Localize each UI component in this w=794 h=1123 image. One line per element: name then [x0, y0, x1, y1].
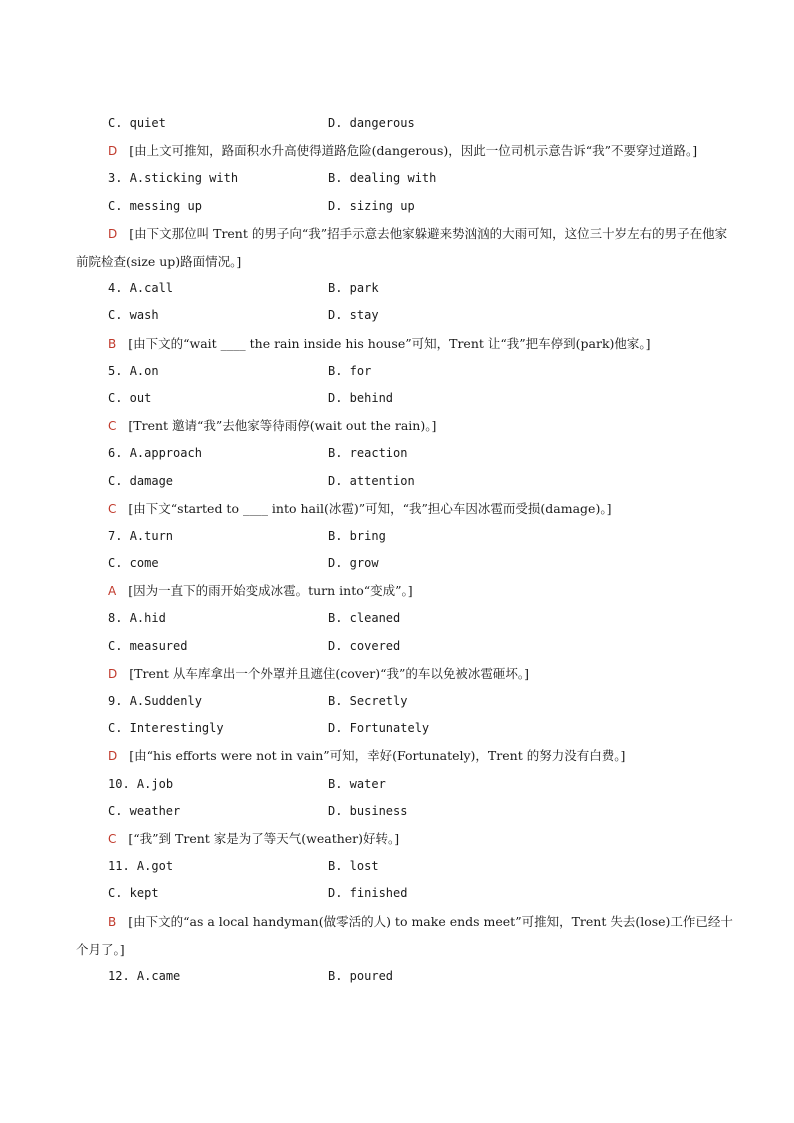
option-a — [108, 771, 173, 798]
question-number: 9. — [108, 694, 123, 709]
option-a: C. out — [108, 390, 152, 405]
explanation — [0, 330, 794, 358]
option-b: D. business — [328, 803, 408, 818]
option-row — [0, 302, 794, 329]
option-b: D. grow — [328, 556, 379, 571]
option-row — [0, 440, 794, 467]
question-number: 7. — [108, 528, 123, 543]
explanation-text: [由下文“started to ____ into hail(冰雹)”可知，“我”担心车因冰雹而受损(damage)。] — [128, 500, 612, 516]
option-a: C. quiet — [108, 116, 166, 130]
option-row — [0, 550, 794, 577]
option-a-text: A.Suddenly — [129, 694, 202, 709]
answer-key: B — [108, 914, 117, 929]
option-a — [108, 963, 180, 990]
option-a: C. messing up — [108, 198, 202, 213]
question-number: 4. — [108, 281, 123, 296]
option-b: D. attention — [328, 473, 415, 488]
answer-key: B — [108, 336, 117, 351]
option-a — [108, 165, 238, 192]
option-a — [108, 605, 166, 632]
option-row — [0, 963, 794, 990]
option-b: D. finished — [328, 886, 408, 901]
option-a-text: A.job — [136, 776, 174, 791]
option-b: D. behind — [328, 390, 394, 405]
option-a-text: A.approach — [129, 446, 202, 461]
option-row — [0, 358, 794, 385]
option-row — [0, 798, 794, 825]
explanation — [0, 577, 794, 605]
option-row — [0, 880, 794, 907]
option-b: B. dealing with — [328, 171, 437, 186]
option-b: D. stay — [328, 308, 379, 323]
option-a: C. wash — [108, 308, 159, 323]
option-b: B. park — [328, 281, 379, 296]
answer-key: C — [108, 832, 117, 847]
answer-key: D — [108, 749, 118, 764]
option-a: C. measured — [108, 638, 188, 653]
option-row — [0, 193, 794, 220]
option-b: B. cleaned — [328, 611, 401, 626]
option-a — [108, 275, 173, 302]
option-row — [0, 715, 794, 742]
explanation-text: [Trent 邀请“我”去他家等待雨停(wait out the rain)。] — [128, 418, 437, 434]
explanation — [0, 137, 794, 165]
option-b: B. for — [328, 363, 372, 378]
explanation — [0, 825, 794, 853]
option-a — [108, 688, 202, 715]
option-row — [0, 853, 794, 880]
option-a — [108, 523, 173, 550]
explanation-text: [因为一直下的雨开始变成冰雹。turn into“变成”。] — [128, 583, 413, 599]
explanation — [0, 412, 794, 440]
explanation — [0, 908, 794, 963]
option-b: D. sizing up — [328, 198, 415, 213]
option-a: C. come — [108, 556, 159, 571]
option-a: C. Interestingly — [108, 721, 224, 736]
option-row — [0, 605, 794, 632]
option-b: B. Secretly — [328, 694, 408, 709]
explanation — [0, 220, 794, 275]
option-b: D. covered — [328, 638, 401, 653]
option-row — [0, 468, 794, 495]
explanation — [0, 742, 794, 770]
option-a: C. kept — [108, 886, 159, 901]
option-row — [0, 110, 794, 137]
option-a-text: A.got — [136, 859, 174, 874]
question-number: 12. — [108, 969, 130, 983]
option-row — [0, 688, 794, 715]
explanation-text: [由下文的“wait ____ the rain inside his house”可知，Trent 让“我”把车停到(park)他家。] — [128, 335, 651, 351]
option-a — [108, 358, 159, 385]
question-number: 8. — [108, 611, 123, 626]
explanation — [0, 660, 794, 688]
option-a-text: A.came — [136, 969, 181, 983]
option-row — [0, 275, 794, 302]
answer-key: D — [108, 144, 118, 159]
option-b: D. dangerous — [328, 116, 415, 130]
explanation-text: [“我”到 Trent 家是为了等天气(weather)好转。] — [128, 831, 400, 847]
option-b: B. reaction — [328, 446, 408, 461]
option-b: B. lost — [328, 859, 379, 874]
question-number: 5. — [108, 363, 123, 378]
option-a-text: A.call — [129, 281, 174, 296]
answer-key: A — [108, 584, 117, 599]
option-row — [0, 771, 794, 798]
answer-key: D — [108, 226, 118, 241]
option-a-text: A.turn — [129, 528, 174, 543]
document-body — [0, 110, 794, 990]
explanation-text: [由上文可推知，路面积水升高使得道路危险(dangerous)，因此一位司机示意告诉“我”不要穿过道路。] — [129, 143, 698, 159]
option-row — [0, 165, 794, 192]
option-a — [108, 853, 173, 880]
option-b: B. bring — [328, 528, 386, 543]
explanation-text: [由下文的“as a local handyman(做零活的人) to make ends meet”可推知，Trent 失去(lose)工作已经十个月了。] — [76, 913, 733, 957]
answer-key: C — [108, 419, 117, 434]
question-number: 11. — [108, 859, 130, 874]
explanation-text: [Trent 从车库拿出一个外罩并且遮住(cover)“我”的车以免被冰雹砸坏。] — [129, 665, 530, 681]
explanation-text: [由“his efforts were not in vain”可知，幸好(Fortunately)，Trent 的努力没有白费。] — [129, 748, 626, 764]
option-a-text: A.on — [129, 363, 159, 378]
option-row — [0, 523, 794, 550]
option-b: D. Fortunately — [328, 721, 430, 736]
option-b: B. water — [328, 776, 386, 791]
explanation-text: [由下文那位叫 Trent 的男子向“我”招手示意去他家躲避来势汹汹的大雨可知，这位三十岁左右的男子在他家前院检查(size up)路面情况。] — [76, 225, 728, 269]
question-number: 3. — [108, 171, 123, 186]
option-row — [0, 633, 794, 660]
answer-key: C — [108, 501, 117, 516]
option-row — [0, 385, 794, 412]
option-b: B. poured — [328, 969, 394, 983]
option-a: C. damage — [108, 473, 174, 488]
option-a-text: A.sticking with — [129, 171, 239, 186]
explanation — [0, 495, 794, 523]
answer-key: D — [108, 666, 118, 681]
question-number: 10. — [108, 776, 130, 791]
option-a-text: A.hid — [129, 611, 166, 626]
option-a — [108, 440, 202, 467]
option-a: C. weather — [108, 803, 181, 818]
question-number: 6. — [108, 446, 123, 461]
